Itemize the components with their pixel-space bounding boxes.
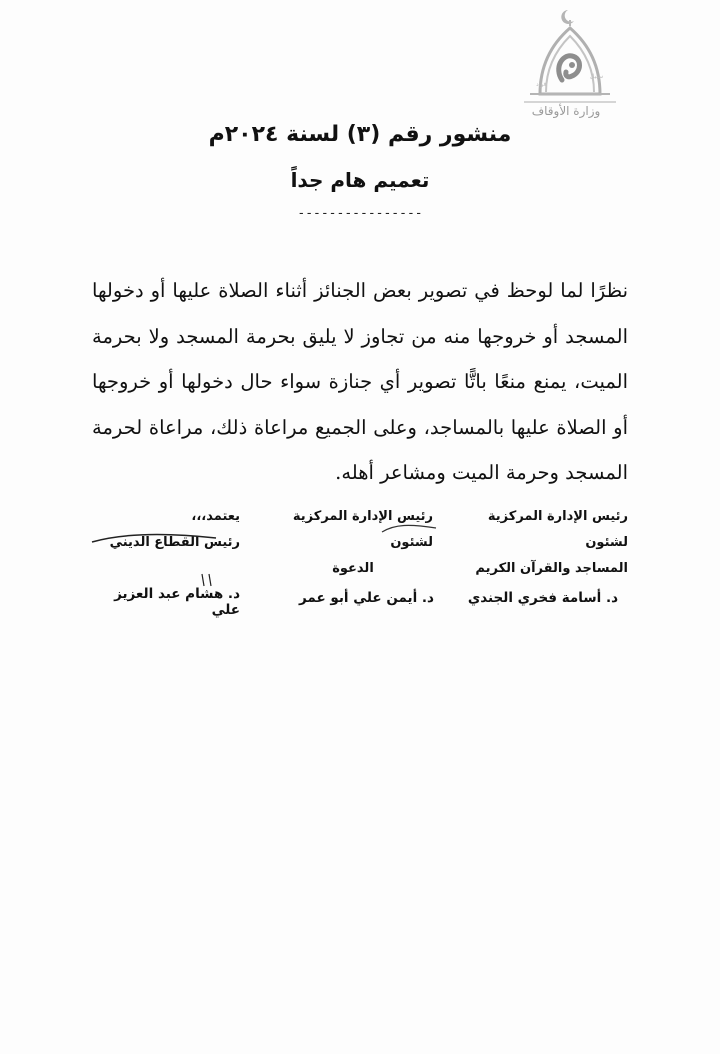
signatory-1-name: د. أسامة فخري الجندي (467, 590, 618, 606)
ministry-logo-icon (510, 6, 620, 116)
circular-body-text: نظرًا لما لوحظ في تصوير بعض الجنائز أثناء الصلاة عليها أو دخولها المسجد أو خروجها منه من تجاوز لا يليق بحرمة المسجد ولا بحرمة الميت، يمنع منعًا باتًّا تصوير أي جنازة سواء حال دخولها أو خروجها أو الصلاة عليها بالمساجد، وعلى الجميع مراعاة ذلك، مراعاة لحرمة المسجد وحرمة الميت ومشاعر أهله. (92, 279, 628, 484)
signatory-2-title-line1: رئيس الإدارة المركزية لشئون (292, 509, 433, 550)
signatory-1-title-line2: المساجد والقرآن الكريم (475, 561, 628, 576)
signature-mark-3 (90, 528, 220, 548)
signature-mark-2 (380, 520, 440, 536)
signatory-1-title-line1: رئيس الإدارة المركزية لشئون (487, 509, 628, 550)
signatory-1-title (448, 504, 628, 582)
signatory-2-title-line2: الدعوة (332, 561, 374, 576)
signature-mark-3b (198, 572, 218, 588)
signatory-3-title-line2: رئيس القطاع الديني (109, 535, 240, 550)
document-title: منشور رقم (٣) لسنة ٢٠٢٤م (208, 122, 512, 147)
separator-line: ---------------- (297, 206, 423, 221)
document-subtitle: تعميم هام جداً (290, 168, 430, 192)
signatory-2-title (273, 504, 433, 582)
signatory-3-name: د. هشام عبد العزيز علي (114, 586, 240, 618)
logo-caption: وزارة الأوقاف (531, 104, 601, 118)
signatory-3-title-line1: يعتمد،،، (191, 509, 240, 524)
svg-text:سبيل: سبيل (590, 73, 604, 80)
signatory-2-name: د. أيمن علي أبو عمر (299, 590, 434, 606)
svg-text:فؤاد: فؤاد (536, 81, 547, 88)
